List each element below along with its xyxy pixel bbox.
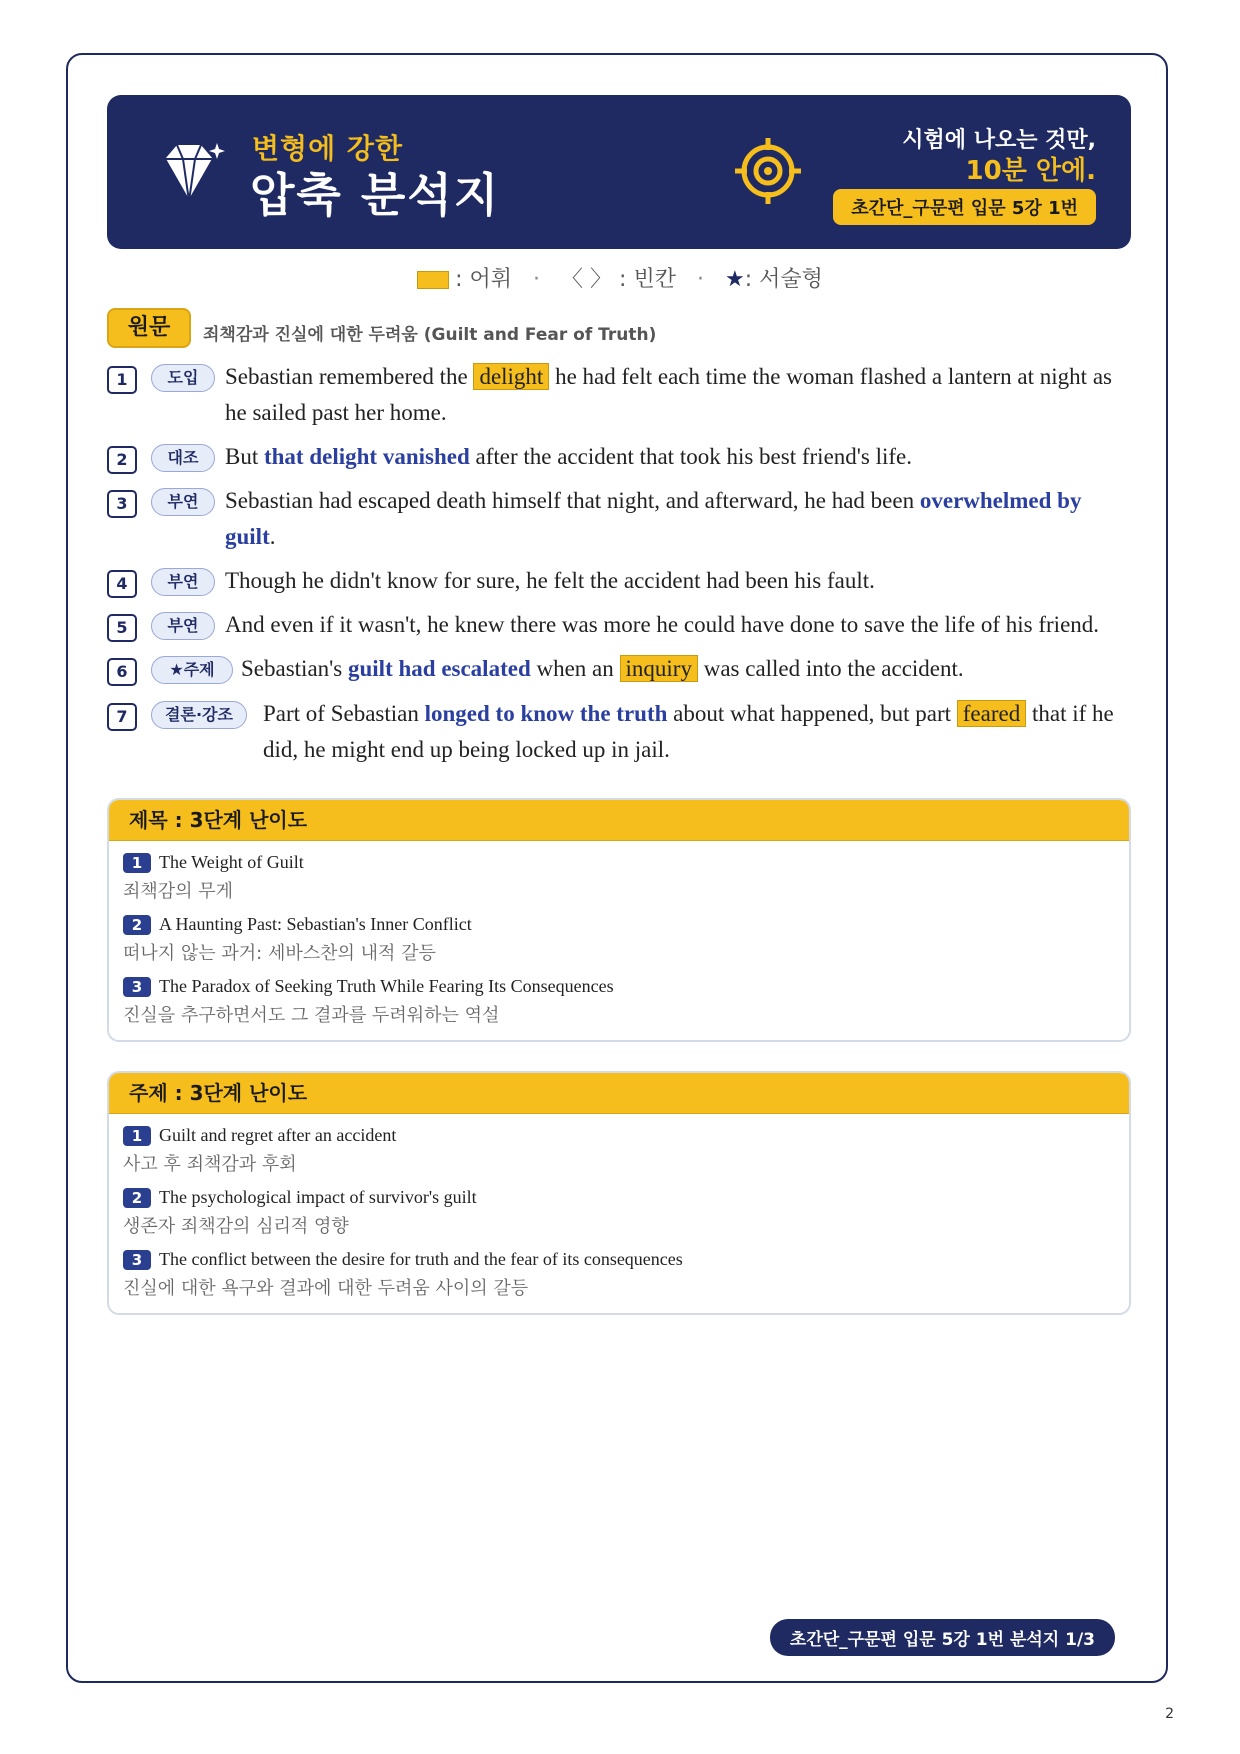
- sentence-run: Sebastian's: [241, 656, 348, 681]
- option-number: 1: [123, 1126, 151, 1146]
- legend-separator: ·: [696, 267, 704, 292]
- theme-option-1: [123, 1125, 396, 1176]
- option-english: A Haunting Past: Sebastian's Inner Conflict: [159, 914, 472, 934]
- option-number: 3: [123, 1250, 151, 1270]
- option-number: 1: [123, 853, 151, 873]
- title-option-2: [123, 914, 472, 965]
- sentence-label: 대조: [151, 444, 215, 472]
- sentence-text: [225, 563, 1125, 599]
- option-korean: 죄책감의 무게: [123, 881, 234, 902]
- sentence-run: about what happened, but part: [667, 701, 957, 726]
- footer-label: 초간단_구문편 입문 5강 1번 분석지 1/3: [770, 1619, 1115, 1656]
- option-korean: 사고 후 죄책감과 후회: [123, 1154, 297, 1175]
- sentence-run: .: [269, 524, 276, 549]
- original-title: 죄책감과 진실에 대한 두려움 (Guilt and Fear of Truth): [203, 325, 657, 345]
- sentence-run: he had felt each time the woman flashed a lantern at night as he sailed past her home.: [225, 364, 1112, 425]
- sentence-number: 1: [107, 366, 137, 394]
- vocab-highlight: inquiry: [620, 655, 698, 682]
- option-english: The psychological impact of survivor's guilt: [159, 1187, 477, 1207]
- option-english: The conflict between the desire for truth and the fear of its consequences: [159, 1249, 683, 1269]
- option-korean: 진실을 추구하면서도 그 결과를 두려워하는 역설: [123, 1005, 500, 1026]
- legend-vocab: : 어휘: [455, 267, 513, 292]
- title-option-3: [123, 976, 614, 1027]
- sentence-number: 2: [107, 446, 137, 474]
- target-icon: [735, 138, 801, 204]
- sentence-run: that if he did, he might end up being locked up in jail.: [263, 701, 1114, 762]
- legend-separator: ·: [533, 267, 541, 292]
- header-banner: [107, 95, 1131, 249]
- sentence-label: 부연: [151, 612, 215, 640]
- option-korean: 떠나지 않는 과거: 세바스찬의 내적 갈등: [123, 943, 436, 964]
- sentence-run: Sebastian had escaped death himself that night, and afterward, he had been: [225, 488, 920, 513]
- diamond-icon: [157, 137, 227, 207]
- key-phrase: that delight vanished: [263, 444, 470, 469]
- sentence-text: [225, 439, 1125, 475]
- original-tag: 원문: [107, 308, 191, 348]
- sentence-text: [225, 359, 1125, 431]
- sentence-run: Though he didn't know for sure, he felt the accident had been his fault.: [225, 568, 875, 593]
- sentence-label: 부연: [151, 568, 215, 596]
- brand-title: 압축 분석지: [250, 168, 501, 222]
- sentence-run: And even if it wasn't, he knew there was more he could have done to save the life of his friend.: [225, 612, 1100, 637]
- sentence-number: 3: [107, 490, 137, 518]
- title-box-heading: 제목 : 3단계 난이도: [109, 800, 1129, 841]
- option-number: 2: [123, 915, 151, 935]
- vocab-highlight: delight: [473, 363, 549, 390]
- lesson-badge: 초간단_구문편 입문 5강 1번: [833, 189, 1096, 225]
- sentence-number: 5: [107, 614, 137, 642]
- sentence-label: 결론·강조: [151, 701, 247, 729]
- vocab-swatch-icon: [417, 271, 449, 289]
- sentence-label: 도입: [151, 364, 215, 392]
- sentence-run: was called into the accident.: [697, 656, 964, 681]
- option-korean: 진실에 대한 욕구와 결과에 대한 두려움 사이의 갈등: [123, 1278, 529, 1299]
- key-phrase: overwhelmed by guilt: [225, 488, 1082, 549]
- sentence-run: But: [225, 444, 264, 469]
- sentence-text: [241, 651, 1121, 687]
- key-phrase: guilt had escalated: [348, 656, 531, 681]
- sentence-number: 7: [107, 703, 137, 731]
- title-option-1: [123, 852, 304, 903]
- sentence-text: [225, 607, 1135, 643]
- theme-option-3: [123, 1249, 683, 1300]
- sentence-label: ★주제: [151, 656, 233, 684]
- option-english: The Weight of Guilt: [159, 852, 304, 872]
- sentence-number: 6: [107, 658, 137, 686]
- legend-essay: : 서술형: [744, 267, 823, 292]
- option-english: The Paradox of Seeking Truth While Fearing Its Consequences: [159, 976, 614, 996]
- legend: [0, 262, 1240, 293]
- sentence-text: [263, 696, 1123, 768]
- sentence-label: 부연: [151, 488, 215, 516]
- star-icon: ★: [724, 267, 745, 292]
- vocab-highlight: feared: [957, 700, 1026, 727]
- tagline-1: 시험에 나오는 것만,: [902, 128, 1096, 153]
- option-number: 2: [123, 1188, 151, 1208]
- legend-blank-symbol: 〈 〉: [561, 267, 613, 292]
- option-number: 3: [123, 977, 151, 997]
- option-english: Guilt and regret after an accident: [159, 1125, 397, 1145]
- tagline-2: 10분 안에.: [965, 156, 1096, 186]
- sentence-run: Part of Sebastian: [263, 701, 425, 726]
- key-phrase: longed to know the truth: [424, 701, 668, 726]
- title-box: [107, 798, 1131, 1042]
- option-korean: 생존자 죄책감의 심리적 영향: [123, 1216, 349, 1237]
- page-number: 2: [1165, 1706, 1174, 1722]
- theme-box: [107, 1071, 1131, 1315]
- sentence-run: when an: [530, 656, 620, 681]
- theme-option-2: [123, 1187, 477, 1238]
- legend-blank: : 빈칸: [619, 267, 676, 292]
- sentence-run: Sebastian remembered the: [225, 364, 474, 389]
- brand-subtitle: 변형에 강한: [252, 132, 403, 165]
- sentence-run: after the accident that took his best friend's life.: [469, 444, 913, 469]
- sentence-number: 4: [107, 570, 137, 598]
- sentence-text: [225, 483, 1125, 555]
- theme-box-heading: 주제 : 3단계 난이도: [109, 1073, 1129, 1114]
